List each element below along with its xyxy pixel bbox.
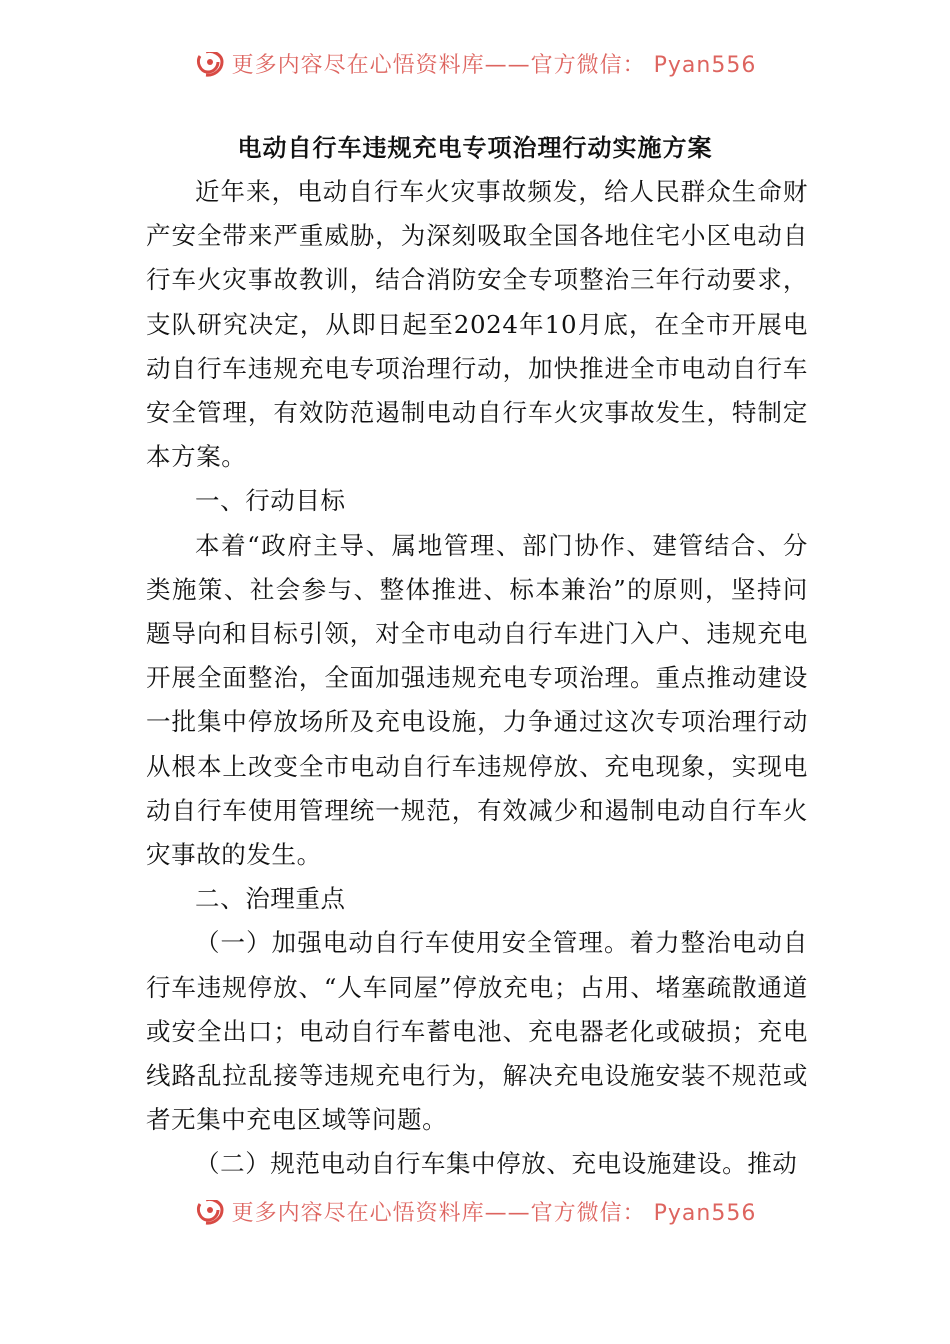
watermark-logo-icon xyxy=(194,1200,228,1226)
goals-paragraph: 本着“政府主导、属地管理、部门协作、建管结合、分类施策、社会参与、整体推进、标本兼治”的原则，坚持问题导向和目标引领，对全市电动自行车进门入户、违规充电开展全面整治，全面加强违规充电专项治理。重点推动建设一批集中停放场所及充电设施，力争通过这次专项治理行动从根本上改变全市电动自行车违规停放、充电现象，实现电动自行车使用管理统一规范，有效减少和遏制电动自行车火灾事故的发生。 xyxy=(146,530,808,870)
document-title: 电动自行车违规充电专项治理行动实施方案 xyxy=(237,133,713,162)
intro-paragraph: 近年来，电动自行车火灾事故频发，给人民群众生命财产安全带来严重威胁，为深刻吸取全国各地住宅小区电动自行车火灾事故教训，结合消防安全专项整治三年行动要求，支队研究决定，从即日起至2024年10月底，在全市开展电动自行车违规充电专项治理行动，加快推进全市电动自行车安全管理，有效防范遏制电动自行车火灾事故发生，特制定本方案。 xyxy=(146,177,808,472)
footer-watermark xyxy=(0,1200,950,1240)
section-heading-focus: 二、治理重点 xyxy=(195,884,346,914)
footer-watermark-text: 更多内容尽在心悟资料库——官方微信： Pyan556 xyxy=(231,1200,757,1226)
watermark-logo-icon xyxy=(194,52,228,78)
focus-item-1-paragraph: （一）加强电动自行车使用安全管理。着力整治电动自行车违规停放、“人车同屋”停放充电；占用、堵塞疏散通道或安全出口；电动自行车蓄电池、充电器老化或破损；充电线路乱拉乱接等违规充电行为，解决充电设施安装不规范或者无集中充电区域等问题。 xyxy=(146,928,808,1135)
focus-item-2-paragraph: （二）规范电动自行车集中停放、充电设施建设。推动 xyxy=(195,1149,798,1179)
header-watermark-text: 更多内容尽在心悟资料库——官方微信： Pyan556 xyxy=(231,52,757,78)
header-watermark xyxy=(0,52,950,92)
document-body xyxy=(146,170,808,1187)
section-heading-goals: 一、行动目标 xyxy=(195,486,346,516)
